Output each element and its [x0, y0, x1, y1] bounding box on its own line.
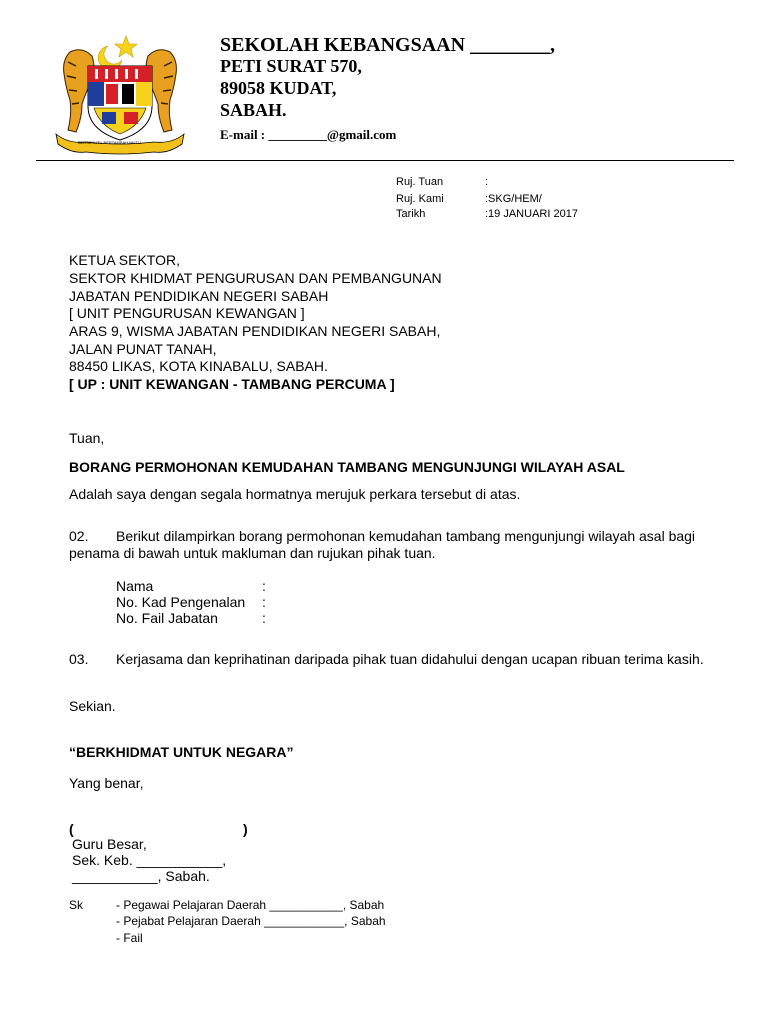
signature-title: Guru Besar, [72, 836, 147, 852]
cc-item: - Fail [116, 931, 143, 945]
field-fail-label: No. Fail Jabatan [116, 610, 218, 626]
paragraph-1: Adalah saya dengan segala hormatnya merujuk perkara tersebut di atas. [69, 486, 521, 502]
signature-place: ___________, Sabah. [72, 868, 210, 884]
recipient-line: KETUA SEKTOR, [69, 252, 180, 268]
address-line: 89058 KUDAT, [220, 78, 337, 98]
recipient-line: SEKTOR KHIDMAT PENGURUSAN DAN PEMBANGUNAN [69, 270, 442, 286]
motto: “BERKHIDMAT UNTUK NEGARA” [69, 744, 294, 760]
paragraph-2-line: Berikut dilampirkan borang permohonan kemudahan tambang mengunjungi wilayah asal bagi [116, 528, 696, 544]
field-colon: : [262, 578, 266, 594]
address-line: PETI SURAT 570, [220, 56, 362, 76]
ruj-kami-value: :SKG/HEM/ [485, 193, 542, 205]
paragraph-2-line: penama di bawah untuk makluman dan rujukan pihak tuan. [69, 545, 436, 561]
star-icon [115, 36, 137, 57]
svg-text:BERSEKUTU BERTAMBAH MUTU: BERSEKUTU BERTAMBAH MUTU [78, 140, 141, 145]
field-nama-label: Nama [116, 578, 154, 594]
school-name: SEKOLAH KEBANGSAAN ________, [220, 34, 556, 56]
recipient-line: JALAN PUNAT TANAH, [69, 341, 217, 357]
field-colon: : [262, 610, 266, 626]
address-line: SABAH. [220, 100, 287, 120]
recipient-line: [ UNIT PENGURUSAN KEWANGAN ] [69, 305, 305, 321]
recipient-line: JABATAN PENDIDIKAN NEGERI SABAH [69, 288, 329, 304]
field-colon: : [262, 594, 266, 610]
header-divider [36, 160, 734, 161]
tarikh-label: Tarikh [396, 208, 426, 220]
paragraph-3-number: 03. [69, 651, 89, 667]
ruj-tuan-label: Ruj. Tuan [396, 176, 444, 188]
closing: Sekian. [69, 698, 116, 714]
salutation: Tuan, [69, 430, 105, 446]
recipient-line: 88450 LIKAS, KOTA KINABALU, SABAH. [69, 358, 328, 374]
paragraph-2-number: 02. [69, 528, 89, 544]
cc-label: Sk [69, 898, 84, 912]
subject-line: BORANG PERMOHONAN KEMUDAHAN TAMBANG MENGUNJUNGI WILAYAH ASAL [69, 459, 625, 475]
attention-line: [ UP : UNIT KEWANGAN - TAMBANG PERCUMA ] [69, 376, 395, 392]
yang-benar: Yang benar, [69, 775, 144, 791]
ruj-kami-label: Ruj. Kami [396, 193, 444, 205]
cc-item: - Pegawai Pelajaran Daerah ___________, Sabah [116, 898, 385, 912]
malaysia-crest-logo [50, 32, 190, 156]
signature-paren-close: ) [243, 821, 248, 837]
tarikh-value: :19 JANUARI 2017 [485, 208, 578, 220]
recipient-line: ARAS 9, WISMA JABATAN PENDIDIKAN NEGERI SABAH, [69, 323, 441, 339]
paragraph-3: Kerjasama dan keprihatinan daripada pihak tuan didahului dengan ucapan ribuan terima kasih. [116, 651, 704, 667]
signature-paren-open: ( [69, 821, 74, 837]
signature-school: Sek. Keb. ___________, [72, 852, 227, 868]
cc-item: - Pejabat Pelajaran Daerah ____________, Sabah [116, 914, 386, 928]
field-kad-label: No. Kad Pengenalan [116, 594, 246, 610]
ruj-tuan-value: : [485, 176, 489, 188]
email-line: E-mail : _________@gmail.com [220, 127, 397, 142]
